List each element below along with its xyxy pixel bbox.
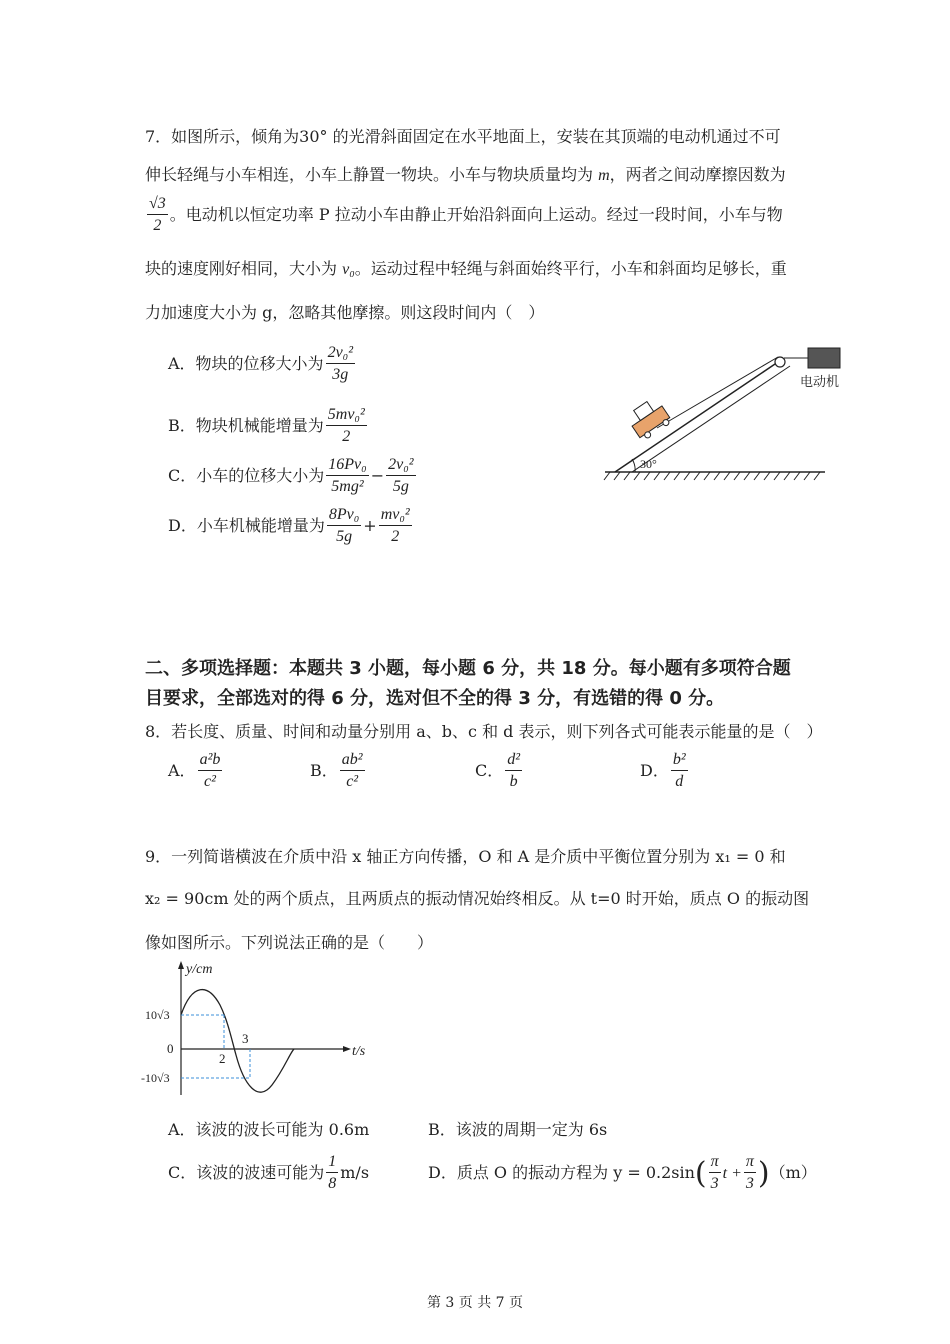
x-tick-3: 3: [242, 1031, 249, 1046]
q7-line3-text: 。电动机以恒定功率 P 拉动小车由静止开始沿斜面向上运动。经过一段时间，小车与物: [169, 205, 783, 224]
q8-option-a[interactable]: A． $\frac{\text{a²b}}{\text{c²}}$: [168, 751, 221, 790]
q7-option-d[interactable]: D．小车机械能增量为 $\frac{\text{8Pv₀}}{5g}$ + $\frac{\text{mv₀²}}{2}$: [168, 506, 410, 545]
x-axis-arrow-icon: [343, 1046, 351, 1052]
rope-line: [657, 357, 778, 428]
q7-line1: 7．如图所示，倾角为30° 的光滑斜面固定在水平地面上，安装在其顶端的电动机通过不可: [145, 127, 781, 146]
q9-line1: 9．一列简谐横波在介质中沿 x 轴正方向传播，O 和 A 是介质中平衡位置分别为 x₁ = 0 和: [145, 847, 786, 866]
q7-line4-a: 块的速度刚好相同，大小为: [145, 259, 343, 278]
q9-vibration-graph: [140, 955, 380, 1105]
q9-option-a[interactable]: A．该波的波长可能为 0.6m: [168, 1120, 370, 1139]
q7-v0-symbol: v₀: [342, 261, 355, 278]
motor-label: 电动机: [800, 375, 840, 390]
cart-and-block: [625, 396, 672, 442]
q7-mu-fraction: $\frac{√3}{2}$: [149, 195, 166, 234]
q7-line4-b: 。运动过程中轻绳与斜面始终平行，小车和斜面均足够长，重: [354, 259, 787, 278]
q8-stem: 8．若长度、质量、时间和动量分别用 a、b、c 和 d 表示，则下列各式可能表示能量的是（ ）: [145, 722, 823, 741]
q7-line4: [145, 256, 787, 279]
q9-option-b[interactable]: B．该波的周期一定为 6s: [428, 1120, 608, 1139]
q7-option-c[interactable]: C．小车的位移大小为 $\frac{\text{16Pv₀}}{\text{5mg²}}$ − $\frac{\text{2v₀²}}{5g}$: [168, 456, 414, 495]
q7-mass-symbol: m: [598, 167, 610, 184]
page-footer: 第 3 页 共 7 页: [426, 1295, 524, 1311]
section2-heading-line2: 目要求，全部选对的得 6 分，选对但不全的得 3 分，有选错的得 0 分。: [145, 688, 725, 709]
q7-option-b[interactable]: B．物块机械能增量为 $\frac{\text{5mv₀²}}{2}$: [168, 406, 365, 445]
q9-option-d[interactable]: D．质点 O 的振动方程为 y = 0.2sin( $\frac{\pi}{3}$ t + $\frac{\pi}{3}$ )（m）: [428, 1153, 817, 1192]
ground-hatching: [604, 472, 820, 480]
q7-line3: [145, 194, 783, 237]
q8-option-b[interactable]: B． $\frac{\text{ab²}}{\text{c²}}$: [310, 751, 363, 790]
y-tick-zero: 0: [167, 1041, 174, 1056]
motor-icon: [808, 348, 840, 368]
x-tick-2: 2: [219, 1051, 226, 1066]
q8-option-d[interactable]: D． $\frac{\text{b²}}{d}$: [640, 751, 686, 790]
y-tick-top: 10√3: [145, 1008, 170, 1022]
q8-option-c[interactable]: C． $\frac{\text{d²}}{b}$: [475, 751, 521, 790]
q9-line3: 像如图所示。下列说法正确的是（ ）: [145, 933, 434, 952]
q7-line2-a: 伸长轻绳与小车相连，小车上静置一物块。小车与物块质量均为: [145, 165, 599, 184]
q7-line2-b: ，两者之间动摩擦因数为: [609, 165, 786, 184]
q9-line2: x₂ = 90cm 处的两个质点，且两质点的振动情况始终相反。从 t=0 时开始，质点 O 的振动图: [145, 889, 810, 908]
q7-line2: [145, 162, 786, 185]
y-axis-arrow-icon: [178, 961, 184, 969]
q9-option-c[interactable]: C．该波的波速可能为 $\frac{1}{8}$ m/s: [168, 1153, 370, 1192]
q7-line5: 力加速度大小为 g，忽略其他摩擦。则这段时间内（ ）: [145, 303, 545, 322]
x-axis-label: t/s: [352, 1044, 366, 1059]
q7-option-a[interactable]: A．物块的位移大小为 $\frac{\text{2v₀²}}{3g}$: [168, 344, 354, 383]
y-axis-label: y/cm: [186, 962, 213, 977]
pulley-icon: [775, 357, 785, 367]
y-tick-bottom: -10√3: [141, 1071, 170, 1085]
q7-incline-figure: [600, 340, 860, 490]
sine-curve: [181, 990, 294, 1093]
section2-heading-line1: 二、多项选择题：本题共 3 小题，每小题 6 分，共 18 分。每小题有多项符合题: [145, 658, 791, 679]
angle-label: 30°: [640, 457, 657, 471]
